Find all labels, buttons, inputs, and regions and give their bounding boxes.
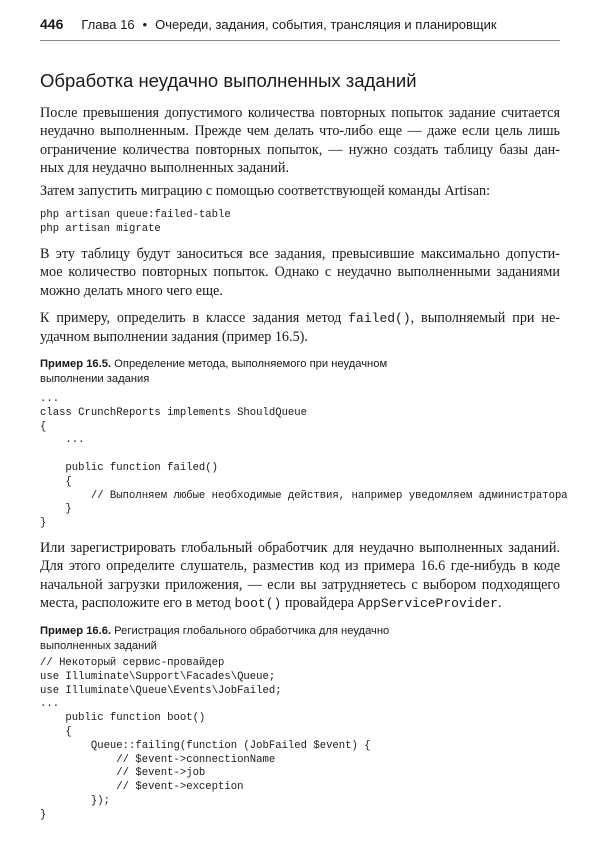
section-title: Обработка неудачно выполненных заданий	[40, 70, 417, 91]
inline-code-failed: failed()	[348, 311, 411, 326]
chapter-title: Очереди, задания, события, трансляция и планировщик	[155, 17, 497, 32]
caption-label: Пример 16.6.	[40, 625, 112, 637]
text-line: Или зарегистрировать глобальный обработчик для неудачно выполненных заданий.	[40, 540, 560, 556]
text-line: удачном выполнении задания (пример 16.5).	[40, 329, 308, 346]
caption-text: выполнении задания	[40, 372, 150, 385]
caption-label: Пример 16.5.	[40, 358, 112, 370]
text-line: неудачно выполненным. Прежде чем делать что-либо еще — даже если цель лишь	[40, 123, 560, 140]
running-header	[40, 16, 560, 38]
inline-code-appserviceprovider: AppServiceProvider	[357, 595, 498, 611]
header-rule	[40, 40, 560, 41]
caption-text: Регистрация глобального обработчика для неудачно	[111, 625, 390, 637]
text-line: ограничение количества повторных попыток, — нужно создать таблицу базы дан-	[40, 141, 560, 158]
paragraph-migration	[40, 182, 560, 200]
text-line: мое количество повторных попыток. Однако с неудачно выполненными заданиями	[40, 264, 560, 281]
caption-text: Определение метода, выполняемого при неудачном	[111, 358, 388, 370]
text-line: ных для неудачно выполненных заданий.	[40, 159, 289, 176]
caption-text: выполненных заданий	[40, 639, 157, 652]
paragraph-table-info	[40, 245, 560, 300]
caption-example-16-5	[40, 357, 387, 386]
paragraph-intro	[40, 104, 560, 177]
code-example-16-6: // Некоторый сервис-провайдер use Illuminate\Support\Facades\Queue; use Illuminate\Queue\Events\JobFailed; ... public function boot() { Queue::failing(function (JobFailed $event) { // $event->connectionName // $event->job // $event->exception }); }	[40, 657, 371, 821]
text-line: начальной загрузки приложения, — если вы затрудняетесь с выбором подходящего	[40, 576, 560, 593]
chapter-label: Глава 16	[81, 17, 135, 32]
text-line: можно делать много чего еще.	[40, 282, 223, 299]
text-line: места, расположите его в метод boot() провайдера AppServiceProvider.	[40, 594, 502, 611]
paragraph-global-handler	[40, 539, 560, 613]
paragraph-failed-method	[40, 309, 560, 347]
text-line: Для этого определите слушатель, разместив код из примера 16.6 где-нибудь в коде	[40, 558, 560, 575]
code-example-16-5: ... class CrunchReports implements ShouldQueue { ... public function failed() { // Выполняем любые необходимые действия, например уведомляем администратора } }	[40, 393, 568, 530]
caption-example-16-6	[40, 624, 389, 653]
inline-code-boot: boot()	[234, 595, 282, 611]
text-line: В эту таблицу будут заноситься все задания, превысившие максимально допусти-	[40, 246, 560, 262]
code-artisan-commands: php artisan queue:failed-table php artisan migrate	[40, 209, 231, 235]
text-line: Затем запустить миграцию с помощью соответствующей команды Artisan:	[40, 183, 491, 199]
header-bullet: •	[142, 17, 148, 32]
text-line: После превышения допустимого количества повторных попыток задание считается	[40, 105, 560, 121]
text-line: К примеру, определить в классе задания метод failed(), выполняемый при не-	[40, 310, 560, 326]
page-number: 446	[40, 16, 64, 32]
